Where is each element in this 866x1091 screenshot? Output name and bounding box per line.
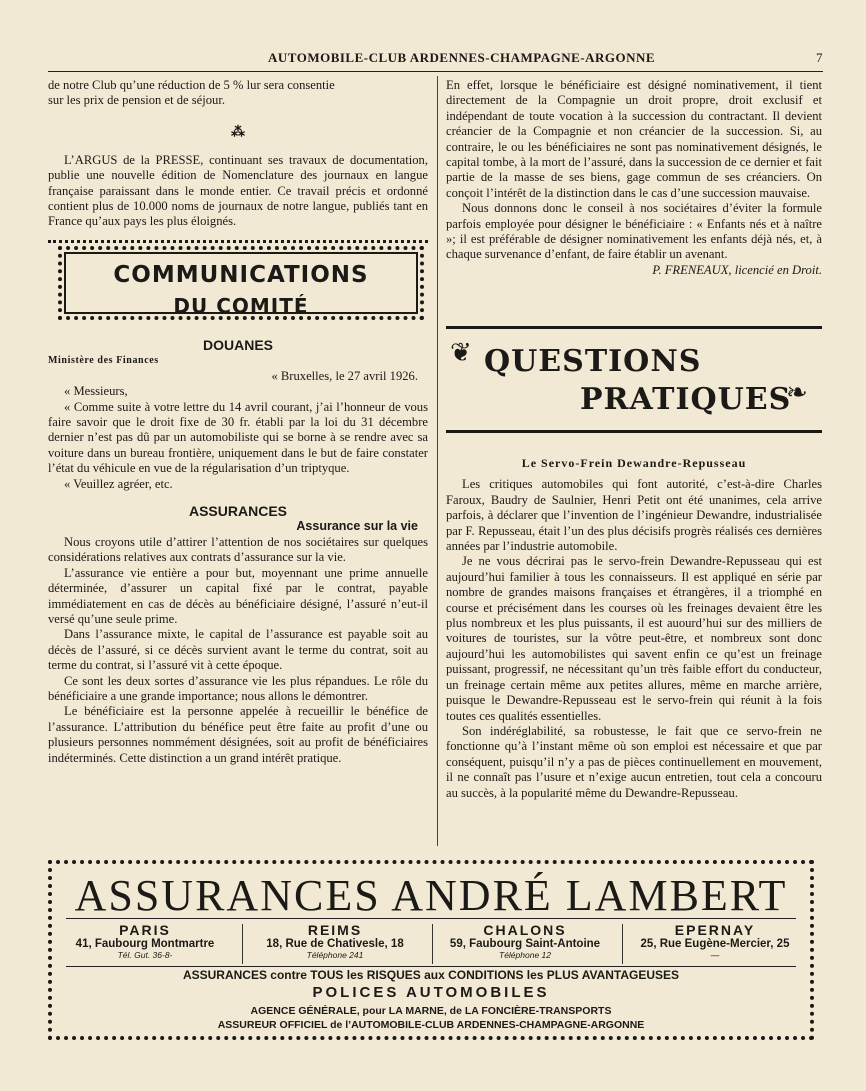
ad-line-polices: POLICES AUTOMOBILES (312, 984, 550, 1001)
city-name: PARIS (119, 922, 171, 938)
left-column-top (48, 78, 428, 230)
assurance-paragraph: Nous croyons utile d’attirer l’attention de nos sociétaires sur quelques considérations relatives aux contrats d’assurance sur la vie. (48, 534, 428, 565)
running-header (48, 50, 823, 68)
qp-title-line-2: PRATIQUES (580, 382, 792, 417)
city-address: 25, Rue Eugène-Mercier, 25 (640, 938, 790, 950)
ad-line-agence: AGENCE GÉNÉRALE, pour LA MARNE, de LA FONCIÈRE-TRANSPORTS (250, 1005, 612, 1017)
article-paragraph: Je ne vous décrirai pas le servo-frein Dewandre-Repusseau qui est aujourd’hui familier à tous les connaisseurs. Il est appliqué en série par nombre de grandes maisons françaises et étrangères, il a triomphé en course et précisément dans les courses où les freinages devaient être les plus nombreux et les plus puissants, il est auourd’hui sur des milliers de voitures de touristes, sur la vôtre peut-être, et nombreux sont donc aujourd’hui les automobilistes qui savent enfin ce qu’est un freinage puissant, progressif, ne nécessitant qu’un très faible effort du conducteur, un freinage certain même aux petites allures, même en marche arrière, puisque le Dewandre-Repusseau est le servo-frein qui réunit à la fois toutes ces qualités essentielles. (446, 554, 822, 723)
dateline: « Bruxelles, le 27 avril 1926. (271, 368, 418, 383)
article-title: Le Servo-Frein Dewandre-Repusseau (521, 456, 747, 470)
city-block-epernay (622, 922, 808, 960)
closing: « Veuillez agréer, etc. (64, 476, 173, 491)
city-block-reims (242, 922, 428, 960)
column-divider (437, 76, 438, 846)
city-block-chalons (432, 922, 618, 960)
qp-bottom-rule (446, 430, 822, 433)
ad-line-assureur: ASSUREUR OFFICIEL de l’AUTOMOBILE-CLUB ARDENNES-CHAMPAGNE-ARGONNE (217, 1019, 645, 1031)
advice-paragraph: Nous donnons donc le conseil à nos sociétaires d’éviter la formule parfois employée pour désigner le bénéficiaire : « Enfants nés et à naître »; il est préférable de désigner nominativement les enfants déjà nés, et, à chaque survenance d’enfant, de faire établir un avenant. (446, 201, 822, 262)
city-address: 18, Rue de Chativesle, 18 (266, 938, 404, 950)
continued-paragraph: En effet, lorsque le bénéficiaire est désigné nominativement, il tient directement de la Compagnie un droit propre, droit exclusif et indépendant de toute vocation à la succession du contractant. Il devient créancier de la Compagnie et non créancier de la succession. Si, au contraire, le ou les bénéficiaires ne sont pas nominativement désignés, le capital tombe, à la mort de l’assuré, dans la succession de ce dernier et fait partie de la masse de ses biens, gage commun de ses créanciers. On conçoit l’intérêt de la distinction dans le cas d’une succession mauvaise. (446, 78, 822, 200)
qp-top-rule (446, 326, 822, 329)
section-title-line-2: DU COMITÉ (173, 294, 309, 318)
ad-line-risques: ASSURANCES contre TOUS les RISQUES aux CONDITIONS les PLUS AVANTAGEUSES (182, 968, 680, 982)
assurance-paragraph: Le bénéficiaire est la personne appelée à recueillir le bénéfice de l’assurance. L’attribution du bénéfice peut être faite au profit d’une ou plusieurs personnes nommément désignées, soit au profit de bénéficiaires indéterminés. Cette distinction a un grand intérêt pratique. (48, 704, 428, 765)
article-paragraph: Son indéréglabilité, sa robustesse, le fait que ce servo-frein ne fonctionne qu’à l’instant même où son emploi est nécessaire et que par conséquent, puisqu’il n’y a pas de pièces continuellement en mouvement, il ne connaît pas l’usure et n’exige aucun entretien, tout cela a concouru au succès, à la popularité même du Dewandre-Repusseau. (446, 723, 822, 800)
asterism: ⁂ (231, 124, 245, 140)
city-name: REIMS (307, 922, 363, 938)
questions-pratiques-header (446, 318, 822, 442)
douanes-body: « Comme suite à votre lettre du 14 avril courant, j’ai l’honneur de vous faire savoir que le droit fixe de 30 fr. établi par la loi du 31 décembre dernier n’est pas dû par un automobiliste qui se borne à se rendre avec sa voiture dans un bureau frontière, uniquement dans le but de faire constater l’état du véhicule en vue de la régularisation d’un triptyque. (48, 399, 428, 476)
assurances-subheading: Assurance sur la vie (296, 519, 418, 534)
salutation: « Messieurs, (64, 384, 128, 399)
flourish-right-icon: ❧ (786, 378, 808, 408)
assurance-paragraph: Ce sont les deux sortes d’assurance vie les plus répandues. Le rôle du bénéficiaire a une grande importance; nous allons le démontrer. (48, 673, 428, 703)
city-phone: Téléphone 241 (306, 950, 364, 960)
city-name: CHALONS (483, 922, 567, 938)
right-column-top (446, 78, 822, 278)
running-title: AUTOMOBILE-CLUB ARDENNES-CHAMPAGNE-ARGONNE (268, 50, 656, 65)
assurance-paragraph: L’assurance vie entière a pour but, moyennant une prime annuelle déterminée, d’assurer un capital fixé par le contrat, payable immédiatement en cas de décès au bénéficiaire désigné, l’assuré n’eut-il versé qu’une seule prime. (48, 565, 428, 626)
left-column-body (48, 338, 428, 766)
article-paragraph: Les critiques automobiles qui font autorité, c’est-à-dire Charles Faroux, Baudry de Saulnier, Henri Petit ont été unanimes, cela arrive parfois, à déclarer que l’invention de l’ingénieur Dewandre, industrialisée par F. Repusseau, était l’un des plus décisifs progrès réalisés ces dernières années par l’industrie automobile. (446, 477, 822, 554)
right-column-body (446, 456, 822, 801)
ministry-label: Ministère des Finances (48, 355, 159, 367)
city-phone: Tél. Gut. 36-8- (117, 950, 173, 960)
city-block-paris (52, 922, 238, 960)
ad-rule (66, 966, 796, 967)
advertisement-box (48, 860, 814, 1040)
city-phone: Téléphone 12 (499, 950, 551, 960)
city-address: 59, Faubourg Saint-Antoine (449, 938, 601, 950)
intro-line-1: de notre Club qu’une réduction de 5 % lur sera consentie (48, 78, 335, 92)
city-name: EPERNAY (674, 922, 756, 938)
douanes-heading: DOUANES (202, 337, 273, 353)
communications-header-box (58, 246, 424, 320)
intro-line-2: sur les prix de pension et de séjour. (48, 93, 225, 108)
flourish-left-icon: ❦ (450, 338, 472, 368)
header-rule (48, 71, 823, 72)
page-number: 7 (816, 50, 823, 65)
author-signature: P. FRENEAUX, licencié en Droit. (652, 262, 822, 277)
city-address: 41, Faubourg Montmartre (75, 938, 215, 950)
ad-title-rule (66, 918, 796, 919)
argus-paragraph: L’ARGUS de la PRESSE, continuant ses travaux de documentation, publie une nouvelle édition de Nomenclature des journaux en langue française paraissant dans le monde entier. Ce travail précis et ordonné contient plus de 10.000 noms de journaux de notre langue, publiés tant en France qu’aux pays les plus éloignés. (48, 152, 428, 229)
section-title-line-1: COMMUNICATIONS (113, 262, 369, 288)
assurances-heading: ASSURANCES (188, 503, 287, 520)
city-phone: — (710, 950, 720, 960)
qp-title-line-1: QUESTIONS (484, 344, 702, 379)
ad-title: ASSURANCES ANDRÉ LAMBERT (74, 871, 788, 920)
assurance-paragraph: Dans l’assurance mixte, le capital de l’assurance est payable soit au décès de l’assuré, si ce décès survient avant le terme du contrat, soit au terme du contrat, si l’assuré vit à cette époque. (48, 627, 428, 673)
